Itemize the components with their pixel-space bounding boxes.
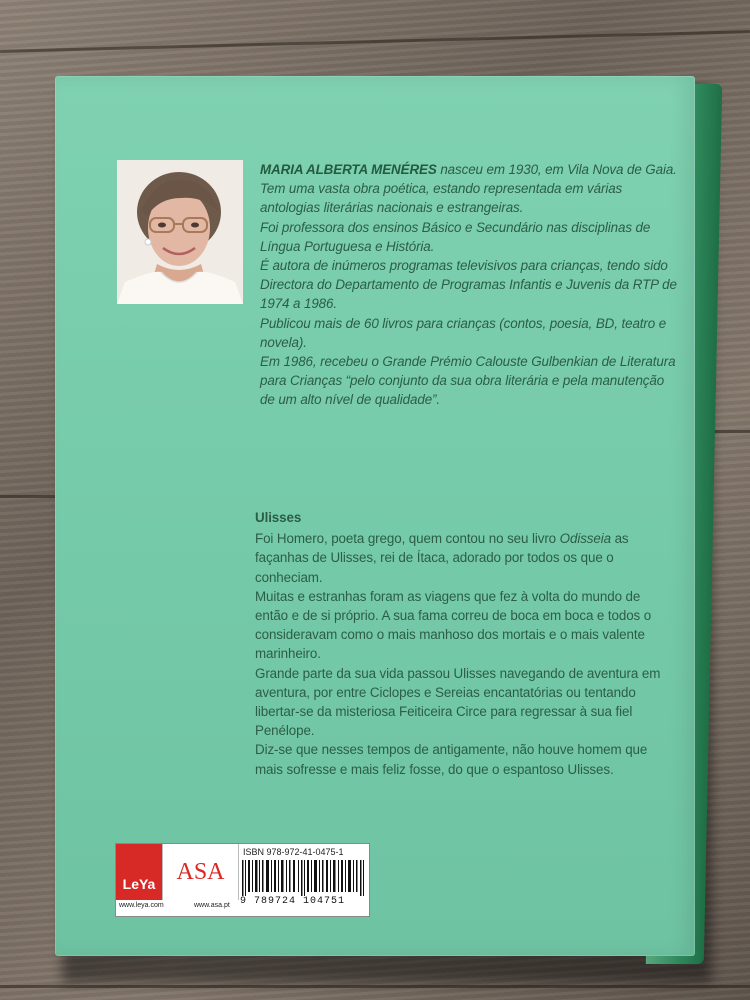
barcode-digits: 9 789724 104751 [240, 896, 346, 907]
bio-paragraph [260, 160, 680, 179]
synopsis-paragraph: Muitas e estranhas foram as viagens que fez à volta do mundo de então e de si próprio. A sua fama correu de boca em boca e todos o consideravam como o mais manhoso dos mortais e o mais valente marinheiro. [255, 588, 652, 662]
leya-logo: LeYa [116, 844, 162, 900]
book-synopsis [255, 508, 675, 779]
synopsis-paragraph [255, 529, 675, 587]
synopsis-text: as façanhas de Ulisses, rei de Ítaca, adorado por todos os que o conheciam. [255, 531, 629, 585]
asa-logo: ASA [162, 844, 239, 900]
author-photo [117, 160, 243, 304]
synopsis-text: Foi Homero, poeta grego, quem contou no seu livro [255, 531, 560, 547]
bio-line: Em 1986, recebeu o Grande Prémio Calouste Gulbenkian de Literatura para Crianças “pelo conjunto da sua obra literária e pela manutenção de um alto nível de qualidade”. [260, 354, 676, 408]
asa-url: www.asa.pt [194, 902, 230, 909]
synopsis-paragraph: Grande parte da sua vida passou Ulisses navegando de aventura em aventura, por entre Ciclopes e Sereias encantatórias ou tentando libertar-se da misteriosa Feiticeira Circe para regressar à sua fiel Penélope. [255, 665, 661, 739]
bio-line: É autora de inúmeros programas televisivos para crianças, tendo sido Directora do Departamento de Programas Infantis e Juvenis da RTP de 1974 a 1986. [260, 258, 677, 312]
publisher-barcode-block [115, 843, 370, 917]
floor-plank-seam [0, 30, 750, 53]
synopsis-title: Ulisses [255, 510, 302, 525]
author-name: MARIA ALBERTA MENÉRES [260, 162, 437, 177]
synopsis-paragraph: Diz-se que nesses tempos de antigamente, não houve homem que mais sofresse e mais feliz fosse, do que o espantoso Ulisses. [255, 742, 648, 777]
isbn-label: ISBN 978-972-41-0475-1 [243, 847, 344, 857]
bio-line: Tem uma vasta obra poética, estando representada em várias antologias literárias nacionais e estrangeiras. [260, 181, 623, 216]
author-biography [260, 160, 680, 410]
bio-line: Foi professora dos ensinos Básico e Secundário nas disciplinas de Língua Portuguesa e História. [260, 219, 651, 254]
bio-line: Publicou mais de 60 livros para crianças (contos, poesia, BD, teatro e novela). [260, 315, 667, 350]
barcode [240, 860, 366, 896]
floor-plank-seam [0, 985, 750, 988]
book-title-odisseia: Odisseia [559, 531, 611, 547]
bio-line: nasceu em 1930, em Vila Nova de Gaia. [436, 162, 677, 177]
book-back-cover [55, 76, 695, 956]
leya-url: www.leya.com [119, 902, 164, 909]
